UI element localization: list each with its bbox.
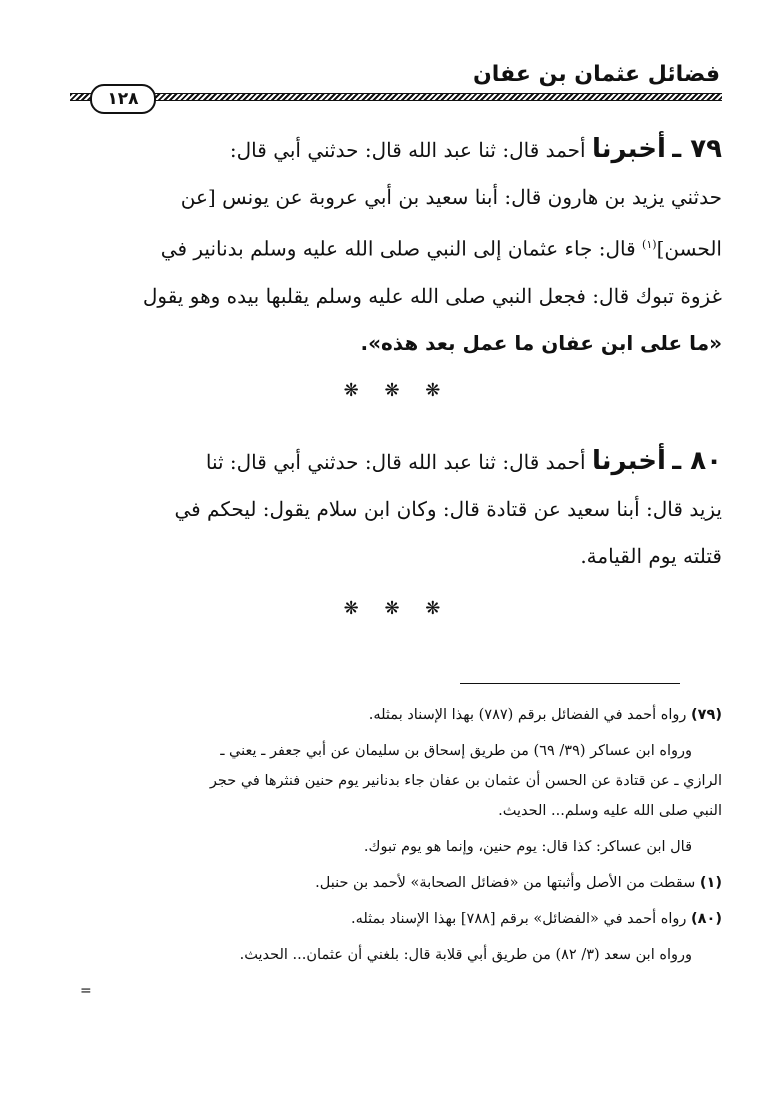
- hadith-80-line-1: [72, 438, 722, 486]
- hadith-80-line-3: قتلته يوم القيامة.: [580, 544, 722, 568]
- footnote-79-number: (٧٩): [691, 707, 722, 723]
- hadith-80: [72, 438, 722, 580]
- hadith-80-text-1: أحمد قال: ثنا عبد الله قال: حدثني أبي قال: ثنا: [205, 450, 586, 474]
- separator-stars-1: ❋ ❋ ❋: [343, 380, 451, 401]
- hadith-79-line-2: حدثني يزيد بن هارون قال: أبنا سعيد بن أبي عروبة عن يونس [عن: [180, 185, 722, 209]
- hadith-79-text-1: أحمد قال: ثنا عبد الله قال: حدثني أبي قال:: [229, 138, 586, 162]
- footnote-1: [80, 868, 722, 898]
- footnote-79-para-3: قال ابن عساكر: كذا قال: يوم حنين، وإنما هو يوم تبوك.: [363, 839, 692, 855]
- footnote-79-para-2-line-1: ورواه ابن عساكر (٣٩/ ٦٩) من طريق إسحاق بن سليمان عن أبي جعفر ـ يعني ـ: [220, 743, 692, 759]
- hadith-80-line-2: يزيد قال: أبنا سعيد عن قتادة قال: وكان ابن سلام يقول: ليحكم في: [174, 497, 722, 521]
- running-title: فضائل عثمان بن عفان: [473, 62, 720, 87]
- hadith-80-lead: أخبرنا: [591, 446, 666, 476]
- footnote-ref-1: (١): [642, 238, 657, 251]
- footnote-79-para-2-line-2: الرازي ـ عن قتادة عن الحسن أن عثمان بن عفان جاء بدنانير يوم حنين فنثرها في حجر: [209, 773, 722, 789]
- header-rule-left: [70, 93, 92, 101]
- footnote-80-number: (٨٠): [691, 911, 722, 927]
- footnote-79-text: رواه أحمد في الفضائل برقم (٧٨٧) بهذا الإسناد بمثله.: [368, 707, 687, 723]
- hadith-79-quote: «ما على ابن عفان ما عمل بعد هذه».: [360, 330, 722, 355]
- footnotes: [80, 700, 722, 976]
- footnote-rule: [460, 683, 680, 684]
- footnote-79-para-2-line-3: النبي صلى الله عليه وسلم... الحديث.: [498, 803, 722, 819]
- hadith-80-number: ٨٠ ـ: [672, 446, 722, 476]
- footnote-1-number: (١): [699, 875, 722, 891]
- hadith-79-number: ٧٩ ـ: [672, 134, 722, 164]
- hadith-79-line-1: [72, 126, 722, 174]
- hadith-79-text-3b: قال: جاء عثمان إلى النبي صلى الله عليه وسلم بدنانير في: [160, 236, 636, 261]
- header-rule: [90, 93, 722, 101]
- page-header: [70, 62, 720, 112]
- footnote-80: [80, 904, 722, 934]
- footnote-80-text: رواه أحمد في «الفضائل» برقم [٧٨٨] بهذا الإسناد بمثله.: [351, 911, 687, 927]
- page-number-badge: ١٢٨: [90, 84, 156, 114]
- footnote-80-para-2: ورواه ابن سعد (٣/ ٨٢) من طريق أبي قلابة قال: بلغني أن عثمان... الحديث.: [239, 947, 692, 963]
- hadith-79-line-3: [72, 221, 722, 273]
- separator-stars-2: ❋ ❋ ❋: [343, 598, 451, 619]
- continuation-mark: =: [80, 983, 92, 999]
- hadith-79-text-3a: الحسن]: [656, 236, 722, 261]
- hadith-79: [72, 126, 722, 367]
- footnote-1-text: سقطت من الأصل وأثبتها من «فضائل الصحابة» لأحمد بن حنبل.: [315, 875, 696, 891]
- hadith-79-line-4: غزوة تبوك قال: فجعل النبي صلى الله عليه وسلم يقلبها بيده وهو يقول: [142, 283, 722, 308]
- footnote-79: [80, 700, 722, 730]
- hadith-79-lead: أخبرنا: [591, 134, 666, 164]
